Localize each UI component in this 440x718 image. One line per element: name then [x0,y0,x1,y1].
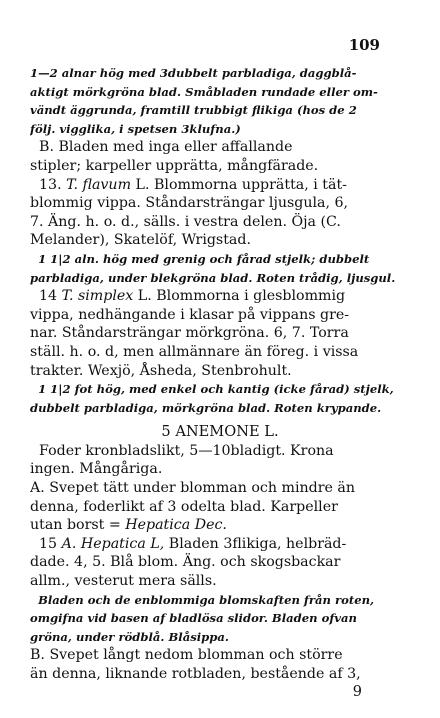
text-line: 1 1|2 fot hög, med enkel och kantig (icke fårad) stjelk, [30,382,394,397]
text-line: ställ. h. o. d, men allmännare än föreg. i vissa [30,343,359,360]
signature-mark: 9 [352,684,362,700]
text-line: 1—2 alnar hög med 3dubbelt parbladiga, daggblå- [30,66,357,80]
section-heading: 5 ANEMONE L. [161,423,279,441]
text-line: 15 A. Hepatica L, Bladen 3flikiga, helbräd- [30,535,347,552]
text-line: 14 T. simplex L. Blommorna i glesblommig [30,288,346,305]
text-line: nar. Ståndarsträngar mörkgröna. 6, 7. Torra [30,325,349,342]
text-line: denna, foderlikt af 3 odelta blad. Karpeller [30,498,338,515]
text-line: än denna, liknande rotbladen, bestående af 3, [30,666,361,682]
text-line: dubbelt parbladiga, mörkgröna blad. Roten krypande. [30,400,382,415]
text-line: ingen. Mångåriga. [30,461,163,478]
text-line: 13. T. flavum L. Blommorna upprätta, i tät- [30,176,347,193]
text-line: Bladen och de enblommiga blomskaften från roten, [30,592,375,607]
text-line: gröna, under rödblå. Blåsippa. [30,629,229,644]
text-line: 1 1|2 aln. hög med grenig och fårad stjelk; dubbelt [30,251,370,266]
text-line: 7. Äng. h. o. d., sälls. i vestra delen. Öja (C. [30,213,341,230]
text-line: aktigt mörkgröna blad. Småbladen rundade eller om- [30,84,378,99]
text-line: följ. vigglika, i spetsen 3klufna.) [30,121,241,136]
text-line: vippa, nedhängande i klasar på vippans gre- [30,306,350,323]
page-number: 109 [348,36,380,54]
text-line: utan borst = Hepatica Dec. [30,517,227,534]
text-line: B. Bladen med inga eller affallande [30,139,293,156]
text-line: parbladiga, under blekgröna blad. Roten trådig, ljusgul. [30,270,396,285]
text-line: trakter. Wexjö, Åsheda, Stenbrohult. [30,362,292,379]
text-line: Melander), Skatelöf, Wrigstad. [30,232,251,249]
text-line: Foder kronbladslikt, 5—10bladigt. Krona [30,442,334,459]
text-line: stipler; karpeller upprätta, mångfärade. [30,157,319,174]
text-line: allm., vesterut mera sälls. [30,573,217,590]
text-line: dade. 4, 5. Blå blom. Äng. och skogsbackar [30,554,341,571]
text-line: A. Svepet tätt under blomman och mindre än [30,480,356,497]
text-line: blommig vippa. Ståndarsträngar ljusgula, 6, [30,195,349,212]
text-line: omgifna vid basen af bladlösa slidor. Bladen ofvan [30,611,357,626]
text-line: B. Svepet långt nedom blomman och större [30,647,343,664]
page-text [30,64,410,684]
text-line: vändt äggrunda, framtill trubbigt flikiga (hos de 2 [30,103,357,118]
